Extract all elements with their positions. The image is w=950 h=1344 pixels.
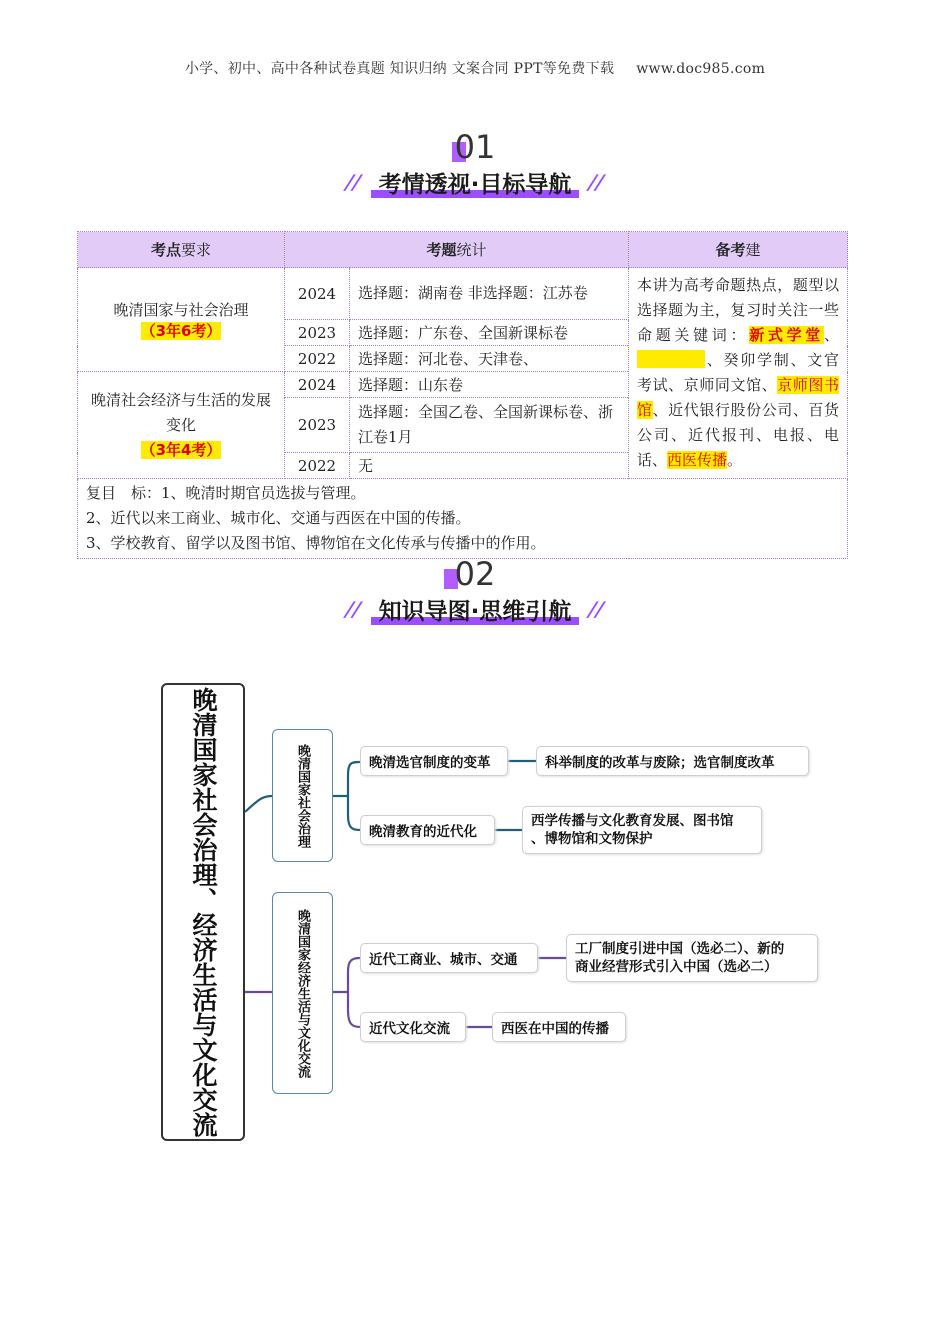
topic-2-name: 晚清社会经济与生活的发展变化 [90, 390, 271, 434]
header-cell-point: 考点要求 [78, 232, 285, 268]
detail-cell: 选择题：山东卷 [350, 372, 629, 398]
keyword-4: 西医传播 [667, 451, 728, 469]
slash-decor-right: // [585, 170, 608, 194]
mindmap-node-b1c2: 晚清教育的近代化 [360, 815, 495, 845]
year-cell: 2024 [285, 268, 350, 320]
detail-cell: 选择题：广东卷、全国新课标卷 [350, 320, 629, 346]
mindmap-node-b1c2-detail: 西学传播与文化教育发展、图书馆 、博物馆和文物保护 [522, 806, 762, 854]
topic-1-name: 晚清国家与社会治理 [113, 300, 249, 319]
mindmap-node-b2c1-detail: 工厂制度引进中国（选必二）、新的 商业经营形式引入中国（选必二） [566, 934, 818, 982]
header-cell-stats: 考题统计 [285, 232, 629, 268]
topic-1-count: （3年6考） [140, 321, 222, 340]
year-cell: 2023 [285, 320, 350, 346]
detail-cell: 选择题：湖南卷 非选择题：江苏卷 [350, 268, 629, 320]
mindmap-root: 晚清国家社会治理、经济生活与文化交流 [161, 683, 245, 1141]
section-2-number: 02 [0, 555, 950, 593]
section-1-label: 考情透视·目标导航 [371, 166, 580, 199]
goal-2: 2、近代以来工商业、城市化、交通与西医在中国的传播。 [86, 509, 471, 527]
detail-cell: 无 [350, 453, 629, 479]
keyword-3: 京师图书馆 [637, 376, 839, 419]
link-root-branch1 [245, 796, 272, 812]
year-cell: 2023 [285, 398, 350, 453]
section-1-number: 01 [0, 128, 950, 166]
link-branch1-children [333, 762, 360, 830]
goal-1: 1、晚清时期官员选拔与管理。 [161, 484, 366, 502]
slash-decor-left: // [342, 597, 365, 621]
year-cell: 2022 [285, 453, 350, 479]
header-url[interactable]: www.doc985.com [636, 61, 766, 77]
link-branch2-children [333, 958, 360, 1027]
advice-cell: 本讲为高考命题热点，题型以选择题为主，复习时关注一些命题关键词：新式学堂、、癸卯学制、文官考试、京师同文馆、京师图书馆、近代银行股份公司、百货公司、近代报刊、电报、电话、西医传播。 [629, 268, 848, 479]
mindmap-node-b1c1-detail: 科举制度的改革与废除；选官制度改革 [536, 746, 809, 776]
mindmap-node-b2c2: 近代文化交流 [360, 1012, 466, 1042]
keyword-1: 新式学堂 [749, 326, 824, 344]
goal-3: 3、学校教育、留学以及图书馆、博物馆在文化传承与传播中的作用。 [86, 534, 546, 552]
slash-decor-right: // [585, 597, 608, 621]
mindmap-node-b2c1: 近代工商业、城市、交通 [360, 943, 538, 973]
year-cell: 2022 [285, 346, 350, 372]
detail-cell: 选择题：河北卷、天津卷、 [350, 346, 629, 372]
mindmap-node-b2c2-detail: 西医在中国的传播 [492, 1012, 626, 1042]
mindmap-branch-1: 晚清国家社会治理 [272, 729, 333, 862]
topic-2-count: （3年4考） [140, 440, 222, 459]
header-text: 小学、初中、高中各种试卷真题 知识归纳 文案合同 PPT等免费下载 [184, 61, 615, 77]
mindmap-branch-2: 晚清国家经济生活与文化交流 [272, 892, 333, 1094]
detail-cell: 选择题：全国乙卷、全国新课标卷、浙江卷1月 [350, 398, 629, 453]
slash-decor-left: // [342, 170, 365, 194]
mindmap-node-b1c1: 晚清选官制度的变革 [360, 746, 508, 776]
goals-label: 复目 标： [86, 484, 162, 502]
header-cell-advice: 备考建 [629, 232, 848, 268]
section-2-label: 知识导图·思维引航 [371, 593, 580, 626]
year-cell: 2024 [285, 372, 350, 398]
